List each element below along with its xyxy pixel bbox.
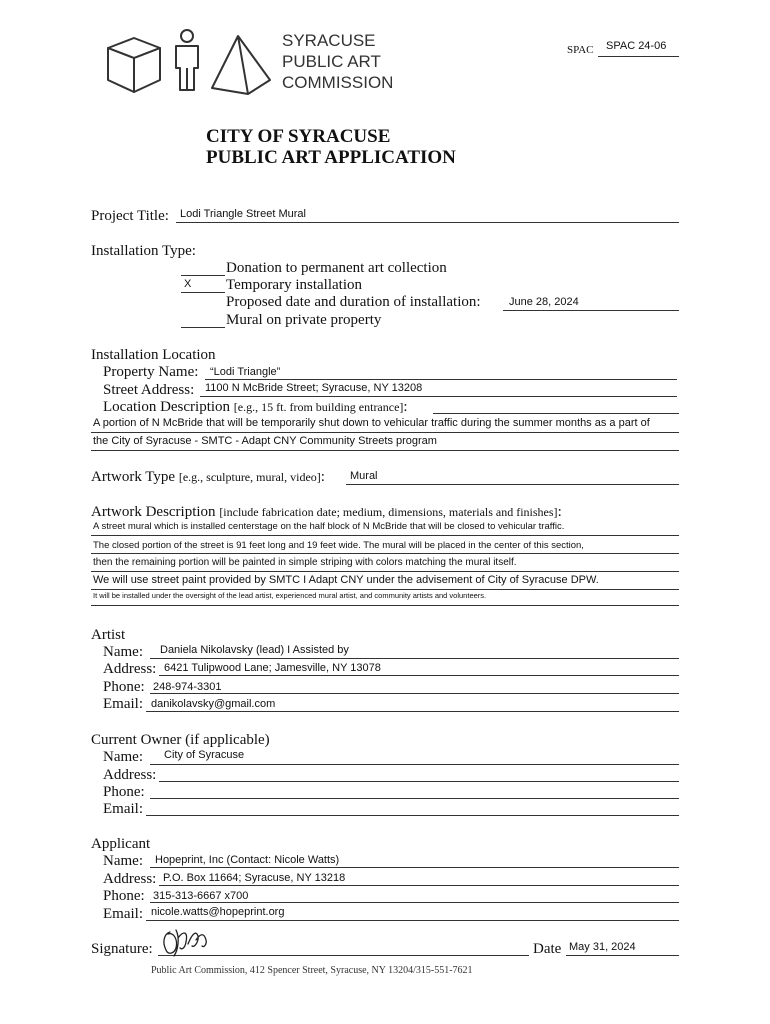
artwork-description-title: Artwork Description (91, 504, 216, 520)
artist-heading: Artist (91, 627, 126, 643)
owner-name-value[interactable]: City of Syracuse (164, 749, 245, 761)
location-description-text-2[interactable]: the City of Syracuse - SMTC - Adapt CNY Community Streets program (93, 435, 437, 447)
street-address-label: Street Address: (103, 382, 195, 398)
option-private-blank (181, 327, 225, 328)
duration-label: Proposed date and duration of installation: (226, 294, 481, 310)
date-value[interactable]: May 31, 2024 (569, 941, 636, 953)
applicant-heading: Applicant (91, 836, 151, 852)
owner-phone-line (150, 798, 679, 799)
location-description-line-2 (91, 450, 679, 451)
applicant-address-value[interactable]: P.O. Box 11664; Syracuse, NY 13218 (163, 872, 346, 884)
owner-heading-title: Current Owner (91, 732, 182, 748)
option-temporary-mark[interactable]: X (184, 278, 192, 290)
applicant-phone-line (150, 902, 679, 903)
location-description-hint: [e.g., 15 ft. from building entrance] (233, 400, 404, 414)
applicant-email-value[interactable]: nicole.watts@hopeprint.org (151, 906, 285, 918)
artist-name-label: Name: (103, 644, 143, 660)
owner-address-label: Address: (103, 767, 157, 783)
property-name-line (205, 379, 677, 380)
option-temporary-blank (181, 292, 225, 293)
artist-email-value[interactable]: danikolavsky@gmail.com (151, 698, 276, 710)
property-name-label: Property Name: (103, 364, 199, 380)
artist-name-value[interactable]: Daniela Nikolavsky (lead) I Assisted by (160, 644, 349, 656)
location-description-label (103, 399, 408, 416)
location-description-line-0 (433, 413, 679, 414)
applicant-name-value[interactable]: Hopeprint, Inc (Contact: Nicole Watts) (155, 854, 340, 866)
applicant-phone-value[interactable]: 315-313-6667 x700 (153, 890, 249, 902)
location-description-colon: : (403, 399, 408, 415)
date-line (566, 955, 679, 956)
applicant-address-line (159, 885, 679, 886)
artwork-description-label (91, 504, 562, 521)
applicant-email-line (146, 920, 679, 921)
option-donation-blank (181, 275, 225, 276)
artwork-description-hint: [include fabrication date; medium, dimensions, materials and finishes] (219, 505, 558, 519)
applicant-name-label: Name: (103, 853, 143, 869)
footer-address: Public Art Commission, 412 Spencer Street, Syracuse, NY 13204/315-551-7621 (151, 965, 473, 976)
location-heading: Installation Location (91, 347, 216, 363)
option-temporary-label: Temporary installation (226, 277, 362, 293)
artwork-description-text-5[interactable]: It will be installed under the oversight of the lead artist, experienced mural artist, and community artists and volunteers. (93, 591, 487, 600)
property-name-value[interactable]: “Lodi Triangle” (210, 366, 281, 378)
artwork-description-line-4 (91, 589, 679, 590)
project-title-label: Project Title: (91, 208, 169, 224)
owner-name-label: Name: (103, 749, 143, 765)
handwritten-signature (158, 924, 210, 960)
artist-name-line (150, 658, 679, 659)
owner-heading (91, 732, 270, 749)
logo-line-3: COMMISSION (282, 73, 394, 92)
artist-email-line (146, 711, 679, 712)
street-address-line (200, 396, 677, 397)
spac-label: SPAC (567, 44, 594, 56)
signature-line[interactable] (158, 955, 529, 956)
applicant-address-label: Address: (103, 871, 157, 887)
artwork-description-line-3 (91, 571, 679, 572)
duration-value[interactable]: June 28, 2024 (509, 296, 579, 308)
applicant-phone-label: Phone: (103, 888, 145, 904)
artist-phone-value[interactable]: 248-974-3301 (153, 681, 222, 693)
owner-email-line (146, 815, 679, 816)
artwork-description-line-1 (91, 535, 679, 536)
artist-email-label: Email: (103, 696, 143, 712)
artist-phone-line (150, 693, 679, 694)
artwork-description-text-1[interactable]: A street mural which is installed centerstage on the half block of N McBride that will be closed to vehicular traffic. (93, 521, 565, 532)
date-label: Date (533, 941, 562, 957)
artwork-type-label (91, 469, 325, 486)
option-private-label: Mural on private property (226, 312, 382, 328)
artist-address-line (159, 675, 679, 676)
artwork-type-line (346, 484, 679, 485)
option-donation-label: Donation to permanent art collection (226, 260, 447, 276)
spac-line (598, 56, 679, 57)
owner-address-line (159, 781, 679, 782)
installation-type-heading: Installation Type: (91, 243, 196, 259)
street-address-value[interactable]: 1100 N McBride Street; Syracuse, NY 13208 (205, 382, 423, 394)
owner-phone-label: Phone: (103, 784, 145, 800)
location-description-text-1[interactable]: A portion of N McBride that will be temporarily shut down to vehicular traffic during the summer months as a part of (93, 417, 650, 429)
artwork-description-line-5 (91, 605, 679, 606)
location-description-title: Location Description (103, 399, 231, 415)
applicant-email-label: Email: (103, 906, 143, 922)
applicant-name-line (150, 867, 679, 868)
artwork-description-text-4[interactable]: We will use street paint provided by SMTC I Adapt CNY under the advisement of City of Syracuse DPW. (93, 574, 599, 586)
artwork-type-value[interactable]: Mural (350, 470, 378, 482)
title-line-1: CITY OF SYRACUSE (206, 126, 391, 147)
artwork-description-colon: : (557, 504, 562, 520)
logo-graphic (100, 28, 280, 100)
artist-address-label: Address: (103, 661, 157, 677)
project-title-value[interactable]: Lodi Triangle Street Mural (180, 208, 306, 220)
artwork-description-text-3[interactable]: then the remaining portion will be painted in simple striping with colors matching the mural itself. (93, 557, 517, 568)
owner-heading-hint: (if applicable) (185, 732, 270, 748)
logo-line-2: PUBLIC ART (282, 52, 381, 71)
duration-line (503, 310, 679, 311)
owner-email-label: Email: (103, 801, 143, 817)
project-title-line (176, 222, 679, 223)
logo-line-1: SYRACUSE (282, 31, 376, 50)
location-description-line-1 (91, 432, 679, 433)
owner-name-line (150, 764, 679, 765)
artwork-description-line-2 (91, 553, 679, 554)
signature-label: Signature: (91, 941, 153, 957)
artwork-type-hint: [e.g., sculpture, mural, video] (178, 470, 321, 484)
spac-value[interactable]: SPAC 24-06 (606, 40, 667, 52)
artist-phone-label: Phone: (103, 679, 145, 695)
artwork-description-text-2[interactable]: The closed portion of the street is 91 feet long and 19 feet wide. The mural will be placed in the center of this section, (93, 540, 584, 551)
artwork-type-colon: : (320, 469, 325, 485)
artist-address-value[interactable]: 6421 Tulipwood Lane; Jamesville, NY 13078 (164, 662, 381, 674)
title-line-2: PUBLIC ART APPLICATION (206, 147, 456, 168)
artwork-type-title: Artwork Type (91, 469, 176, 485)
